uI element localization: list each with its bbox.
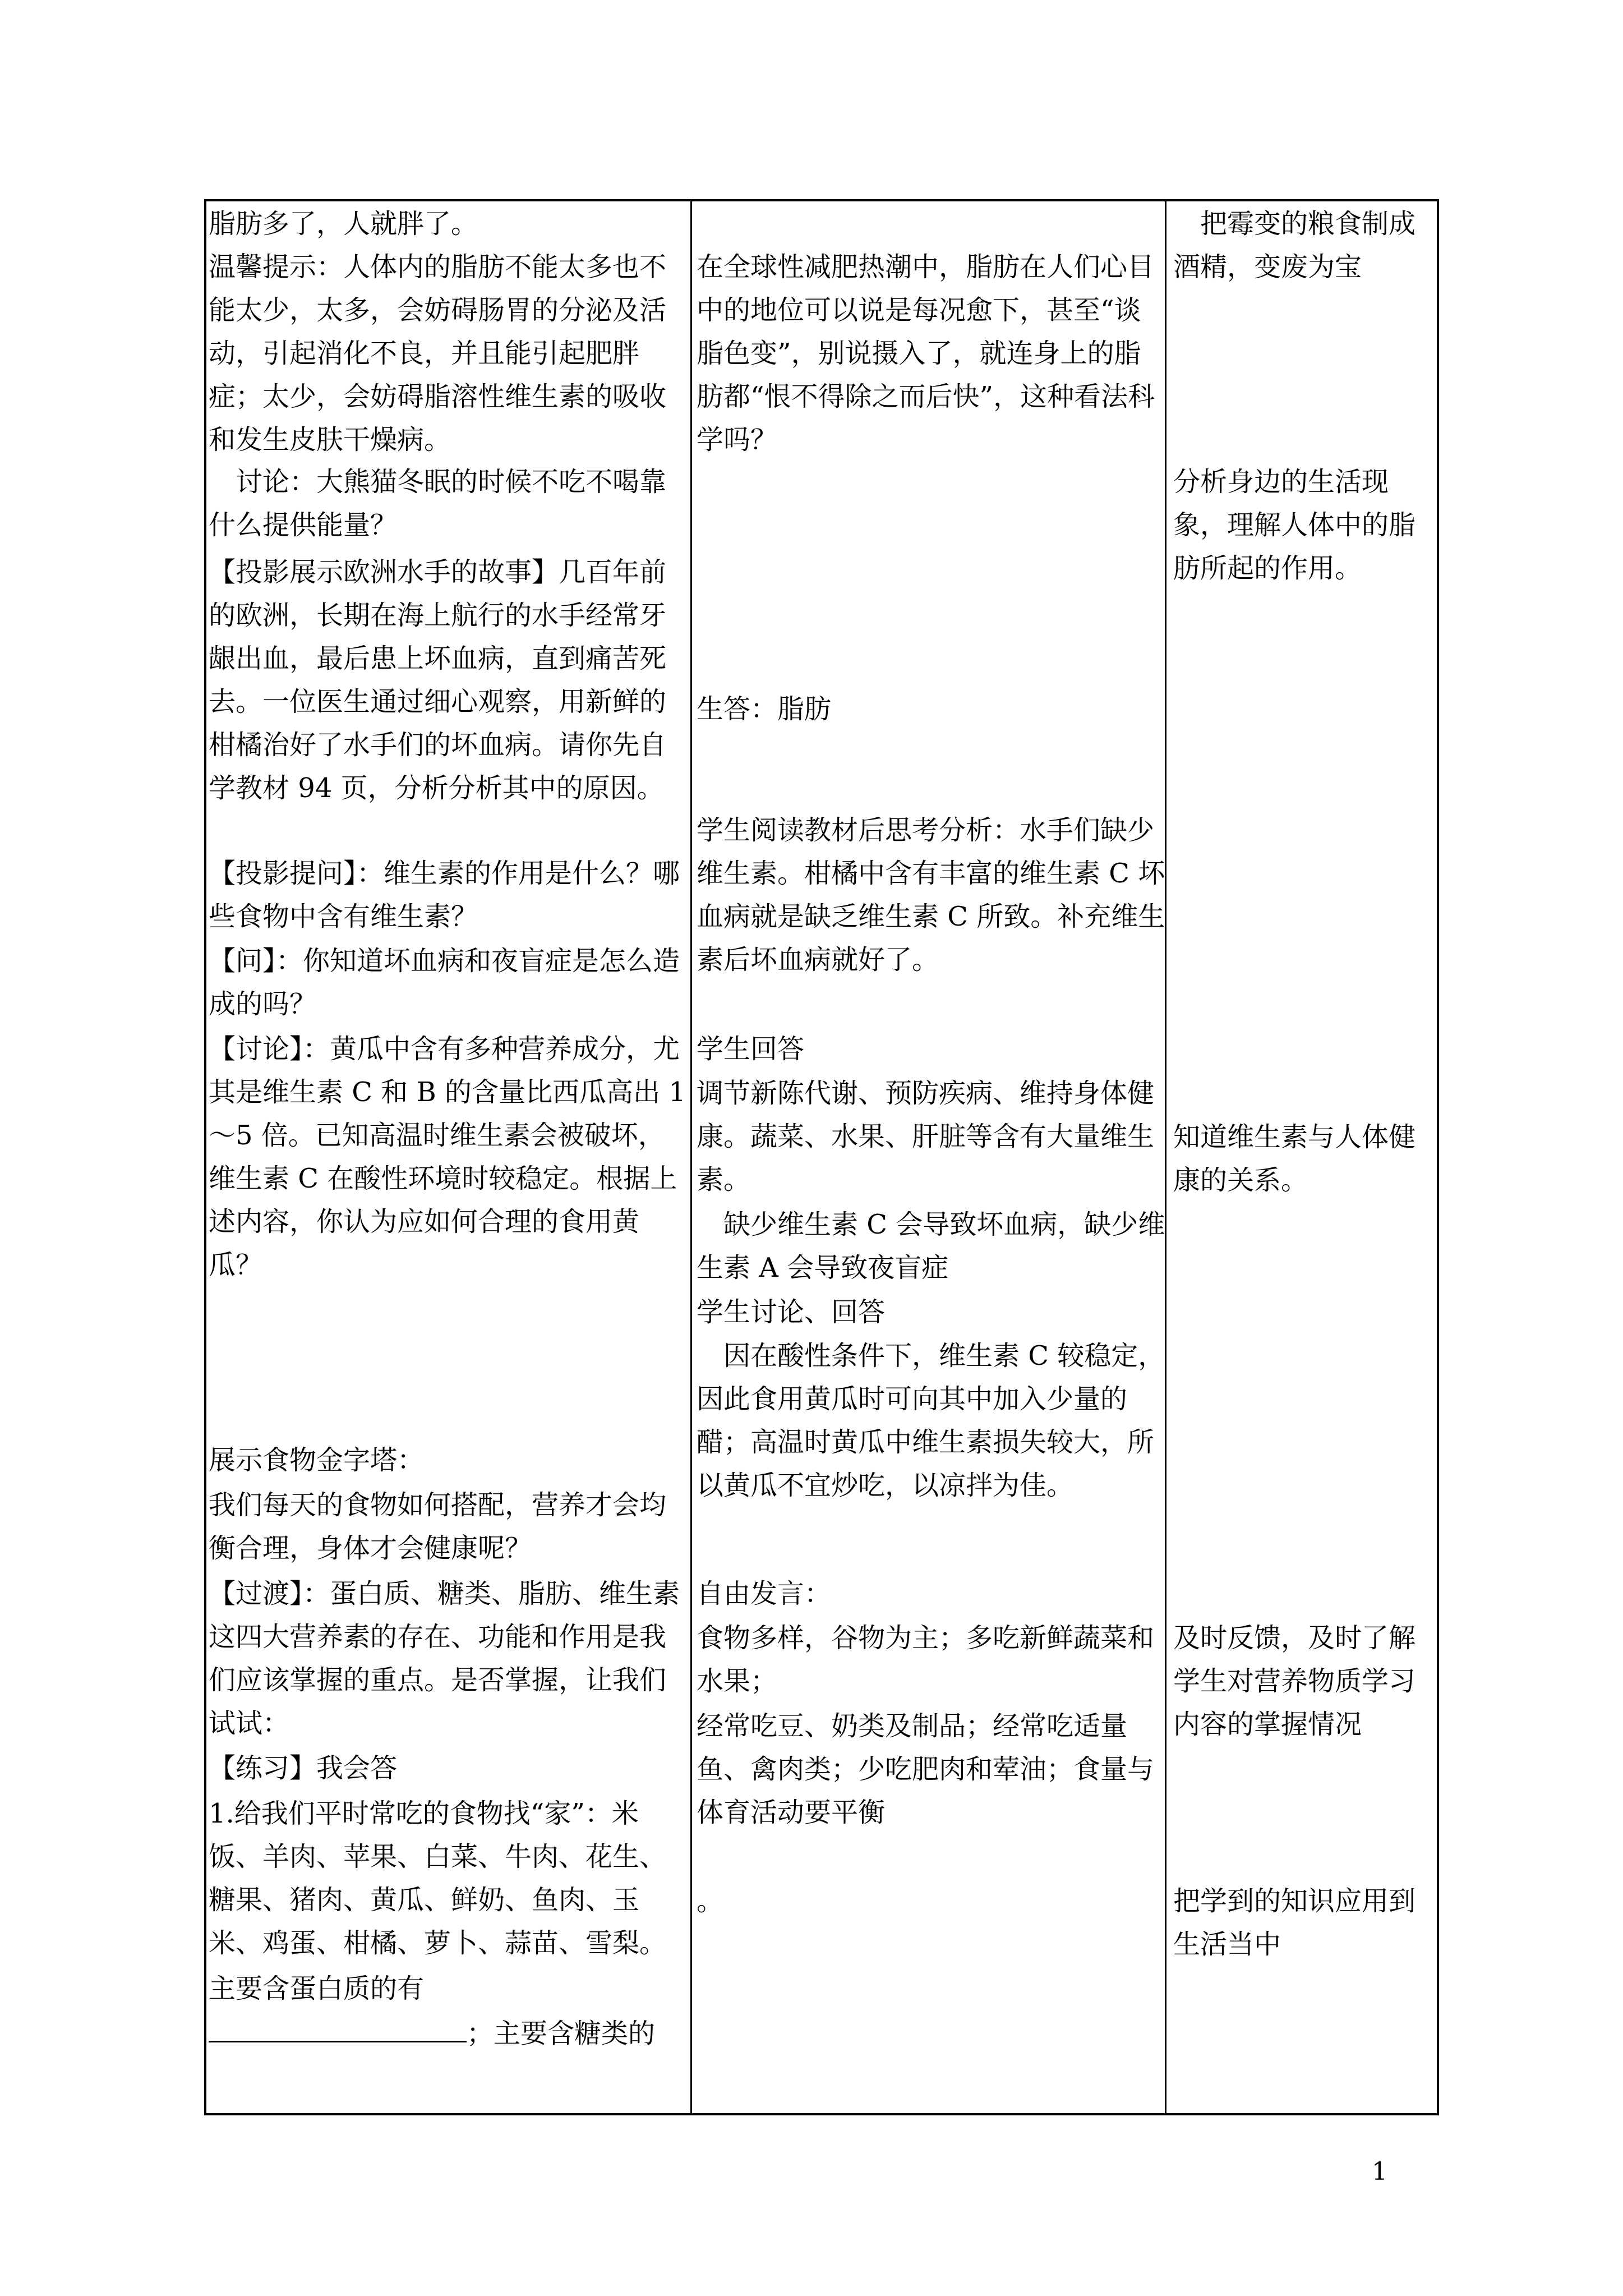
paragraph: 经常吃豆、奶类及制品；经常吃适量鱼、禽肉类；少吃肥肉和荤油；食量与体育活动要平衡 <box>697 1710 1155 1828</box>
paragraph: 1.给我们平时常吃的食物找“家”：米饭、羊肉、苹果、白菜、牛肉、花生、糖果、猪肉、黄瓜、鲜奶、鱼肉、玉米、鸡蛋、柑橘、萝卜、蒜苗、雪梨。 <box>209 1798 667 1959</box>
paragraph: 讨论：大熊猫冬眠的时候不吃不喝靠什么提供能量？ <box>209 466 667 541</box>
paragraph: 【投影提问】：维生素的作用是什么？哪些食物中含有维生素？ <box>209 858 680 932</box>
paragraph: 学生回答 <box>697 1033 805 1065</box>
paragraph: 【投影展示欧洲水手的故事】几百年前的欧洲，长期在海上航行的水手经常牙龈出血，最后患上坏血病，直到痛苦死去。一位医生通过细心观察，用新鲜的柑橘治好了水手们的坏血病。请你先自学教材 94 页，分析分析其中的原因。 <box>209 556 667 804</box>
paragraph: 食物多样，谷物为主；多吃新鲜蔬菜和水果； <box>697 1622 1155 1697</box>
fill-in-line <box>209 2012 690 2055</box>
paragraph: 温馨提示：人体内的脂肪不能太多也不能太少，太多，会妨碍肠胃的分泌及活动，引起消化不良，并且能引起肥胖症；太少，会妨碍脂溶性维生素的吸收和发生皮肤干燥病。 <box>209 251 667 455</box>
paragraph: 脂肪多了，人就胖了。 <box>209 208 478 240</box>
paragraph: 自由发言： <box>697 1578 832 1609</box>
paragraph: 展示食物金字塔： <box>209 1444 425 1476</box>
paragraph: 生答：脂肪 <box>697 693 832 725</box>
paragraph: 在全球性减肥热潮中，脂肪在人们心目中的地位可以说是每况愈下，甚至“谈脂色变”，别说摄入了，就连身上的脂肪都“恨不得除之而后快”，这种看法科学吗？ <box>697 251 1155 455</box>
paragraph: 缺少维生素 C 会导致坏血病，缺少维生素 A 会导致夜盲症 <box>697 1209 1165 1283</box>
page-number: 1 <box>1372 2157 1387 2186</box>
paragraph: 【讨论】：黄瓜中含有多种营养成分，尤其是维生素 C 和 B 的含量比西瓜高出 1～5 倍。已知高温时维生素会被破坏，维生素 C 在酸性环境时较稳定。根据上述内容，你认为应如何合理的食用黄瓜？ <box>209 1033 686 1281</box>
student-activity-column <box>693 201 1166 2113</box>
lesson-plan-table <box>204 199 1439 2115</box>
paragraph: 学生讨论、回答 <box>697 1296 886 1328</box>
paragraph: 知道维生素与人体健康的关系。 <box>1173 1121 1416 1196</box>
paragraph: 【练习】我会答 <box>209 1752 398 1784</box>
paragraph: 【问】：你知道坏血病和夜盲症是怎么造成的吗？ <box>209 945 680 1020</box>
teacher-activity-column <box>206 201 691 2113</box>
paragraph: 调节新陈代谢、预防疾病、维持身体健康。蔬菜、水果、肝脏等含有大量维生素。 <box>697 1078 1155 1195</box>
paragraph: 学生阅读教材后思考分析：水手们缺少维生素。柑橘中含有丰富的维生素 C 坏血病就是缺乏维生素 C 所致。补充维生素后坏血病就好了。 <box>697 815 1165 976</box>
paragraph: 及时反馈，及时了解学生对营养物质学习内容的掌握情况 <box>1173 1622 1416 1740</box>
paragraph: 。 <box>697 1885 724 1917</box>
paragraph: 把霉变的粮食制成酒精，变废为宝 <box>1173 208 1416 283</box>
paragraph: 把学到的知识应用到生活当中 <box>1173 1885 1416 1960</box>
design-intent-column <box>1168 201 1437 2113</box>
paragraph: 主要含蛋白质的有 <box>209 1973 425 2004</box>
paragraph: 因在酸性条件下，维生素 C 较稳定，因此食用黄瓜时可向其中加入少量的醋；高温时黄瓜中维生素损失较大，所以黄瓜不宜炒吃，以凉拌为佳。 <box>697 1340 1165 1501</box>
answer-blank[interactable] <box>209 2016 467 2042</box>
paragraph: 分析身边的生活现象，理解人体中的脂肪所起的作用。 <box>1173 466 1416 584</box>
paragraph: 【过渡】：蛋白质、糖类、脂肪、维生素这四大营养素的存在、功能和作用是我们应该掌握的重点。是否掌握，让我们试试： <box>209 1578 680 1739</box>
paragraph: ；主要含糖类的 <box>467 2018 656 2049</box>
paragraph: 我们每天的食物如何搭配，营养才会均衡合理，身体才会健康呢？ <box>209 1489 667 1564</box>
